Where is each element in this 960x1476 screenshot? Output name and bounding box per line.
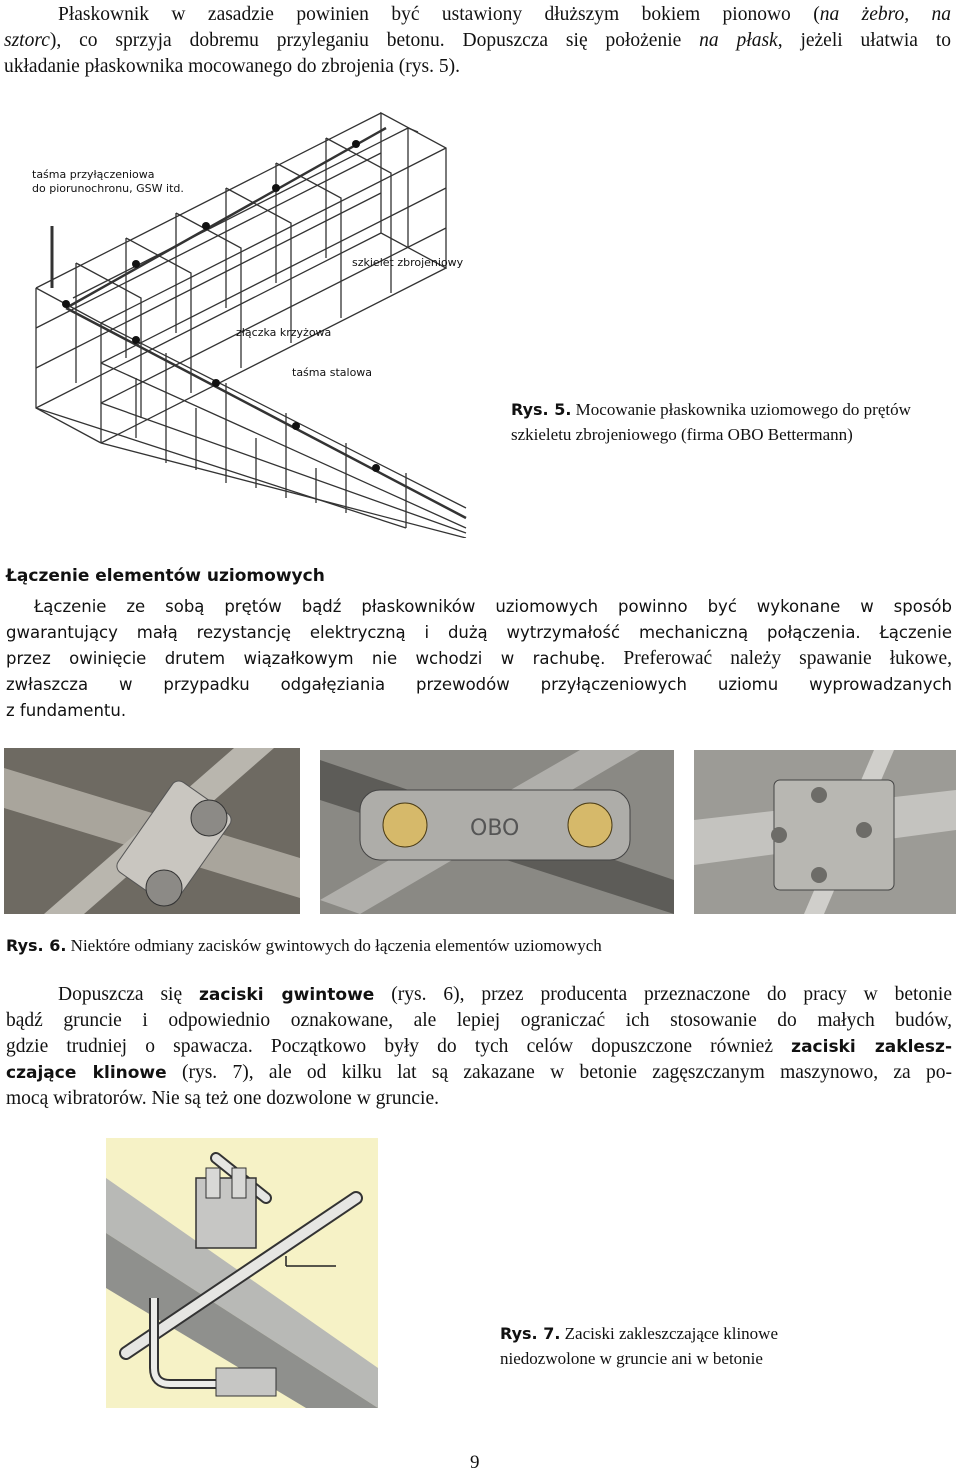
section-line-5: z fundamentu. — [6, 701, 127, 720]
p2-text: (rys. 7), ale od kilku lat są zakazane w betonie zagęszczanym maszynowo, za po- — [166, 1062, 952, 1083]
fig7-caption-line2: niedozwolone w gruncie ani w betonie — [500, 1349, 763, 1368]
section-heading: Łączenie elementów uziomowych — [6, 566, 325, 586]
intro-text: , jeżeli ułatwia to — [777, 30, 951, 51]
p2-line-2: bądź gruncie i odpowiednio oznakowane, ale lepiej ograniczać ich stosowanie do małych budów, — [6, 1010, 952, 1031]
intro-paragraph — [4, 2, 951, 80]
fig7-caption-text: Zaciski zakleszczające klinowe — [560, 1324, 778, 1343]
fig6-photo-2 — [320, 750, 674, 914]
figure-7-caption — [500, 1322, 940, 1370]
p2-text: Dopuszcza się — [58, 984, 200, 1005]
p2-line-3 — [6, 1034, 952, 1060]
fig6-caption-number: Rys. 6. — [6, 936, 67, 955]
fig6-caption-text: Niektóre odmiany zacisków gwintowych do łączenia elementów uziomowych — [66, 936, 602, 955]
section-line-1: Łączenie ze sobą prętów bądź płaskowników uziomowych powinno być wykonane w sposób — [34, 597, 952, 616]
fig5-caption-text: Mocowanie płaskownika uziomowego do prętów — [571, 400, 911, 419]
page-number: 9 — [470, 1452, 480, 1473]
fig5-label-tape — [32, 168, 184, 196]
fig5-caption-line2: szkieletu zbrojeniowego (firma OBO Bettermann) — [511, 425, 853, 444]
section-paragraph — [6, 594, 952, 724]
fig5-label-cage: szkielet zbrojeniowy — [352, 256, 464, 269]
fig5-label-steel: taśma stalowa — [292, 366, 373, 379]
figure-5-caption — [511, 398, 960, 446]
intro-emphasis: na żebro, na — [819, 4, 951, 25]
section-line-3 — [6, 646, 952, 672]
section-line-2: gwarantujący małą rezystancję elektryczną i dużą wytrzymałość mechaniczną połączenia. Łączenie — [6, 623, 952, 642]
intro-emphasis: sztorc — [4, 30, 50, 51]
wedge-clamp-illustration — [106, 1138, 378, 1408]
figure-7-drawing — [106, 1138, 378, 1408]
section-line-3a: przez owinięcie drutem wiązałkowym nie wchodzi w rachubę. — [6, 649, 606, 668]
fig6-photo-3 — [694, 750, 956, 914]
fig6-photo-1 — [4, 748, 300, 914]
intro-text: Płaskownik w zasadzie powinien być ustawiony dłuższym bokiem pionowo ( — [58, 4, 820, 25]
intro-line-1 — [58, 2, 951, 28]
paragraph-2 — [6, 982, 952, 1112]
p2-bold: zaciski gwintowe — [199, 985, 375, 1005]
p2-line-4 — [6, 1060, 952, 1086]
section-line-3b: Preferować należy spawanie łukowe, — [605, 648, 952, 669]
fig5-caption-line1 — [511, 398, 960, 421]
intro-text: ), co sprzyja dobremu przyleganiu betonu. Dopuszcza się położenie — [49, 30, 700, 51]
intro-line-2 — [4, 28, 951, 54]
intro-emphasis: na płask — [699, 30, 778, 51]
p2-bold: czające klinowe — [6, 1063, 167, 1083]
section-line-4: zwłaszcza w przypadku odgałęziania przewodów przyłączeniowych uziomu wyprowadzanych — [6, 675, 952, 694]
p2-line-5: mocą wibratorów. Nie są też one dozwolone w gruncie. — [6, 1088, 439, 1109]
fig7-caption-number: Rys. 7. — [500, 1324, 561, 1343]
label-tape-line1: taśma przyłączeniowa — [32, 168, 155, 181]
p2-line-1 — [6, 982, 952, 1008]
p2-bold: zaciski zaklesz- — [791, 1037, 953, 1057]
fig5-caption-number: Rys. 5. — [511, 400, 572, 419]
p2-text: (rys. 6), przez producenta przeznaczone do pracy w betonie — [374, 984, 953, 1005]
fig7-caption-line1 — [500, 1322, 940, 1345]
label-tape-line2: do piorunochronu, GSW itd. — [32, 182, 184, 195]
fig5-label-cross: złączka krzyżowa — [236, 326, 332, 339]
p2-text: gdzie trudniej o spawacza. Początkowo były do tych celów dopuszczone również — [6, 1036, 792, 1057]
intro-line-3: układanie płaskownika mocowanego do zbrojenia (rys. 5). — [4, 56, 460, 77]
figure-6-caption — [6, 934, 906, 957]
obo-logo: OBO — [470, 816, 520, 841]
